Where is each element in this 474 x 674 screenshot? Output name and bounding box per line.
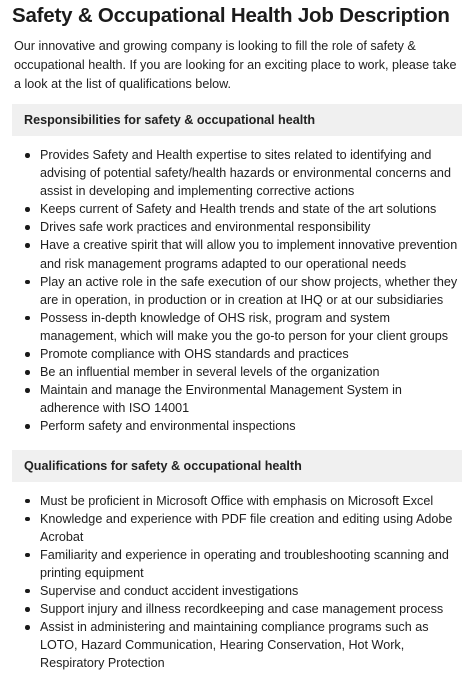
list-item: Perform safety and environmental inspections [40,417,462,435]
intro-paragraph: Our innovative and growing company is looking to fill the role of safety & occupational health. If you are looking for an exciting place to work, please take a look at the list of qualifications below. [14,39,457,91]
list-item: Have a creative spirit that will allow you to implement innovative prevention and risk management programs adapted to our operational needs [40,236,462,272]
list-item: Be an influential member in several levels of the organization [40,363,462,381]
list-item: Possess in-depth knowledge of OHS risk, program and system management, which will make you the go-to person for your client groups [40,309,462,345]
responsibilities-heading: Responsibilities for safety & occupational health [12,104,462,136]
page-title: Safety & Occupational Health Job Description [12,4,450,27]
qualifications-heading: Qualifications for safety & occupational health [12,450,462,482]
list-item: Drives safe work practices and environmental responsibility [40,218,462,236]
list-item: Support injury and illness recordkeeping and case management process [40,600,462,618]
list-item: Must be proficient in Microsoft Office with emphasis on Microsoft Excel [40,492,462,510]
list-item: Play an active role in the safe execution of our show projects, whether they are in operation, in production or in creation at IHQ or at our subsidiaries [40,273,462,309]
list-item: Maintain and manage the Environmental Management System in adherence with ISO 14001 [40,381,462,417]
list-item: Knowledge and experience with PDF file creation and editing using Adobe Acrobat [40,510,462,546]
qualifications-list [12,492,462,673]
list-item: Promote compliance with OHS standards and practices [40,345,462,363]
list-item: Assist in administering and maintaining compliance programs such as LOTO, Hazard Communication, Hearing Conservation, Hot Work, Respiratory Protection [40,618,462,672]
list-item: Provides Safety and Health expertise to sites related to identifying and advising of potential safety/health hazards or environmental concerns and assist in developing and implementing corrective actions [40,146,462,200]
list-item: Supervise and conduct accident investigations [40,582,462,600]
list-item: Keeps current of Safety and Health trends and state of the art solutions [40,200,462,218]
list-item: Familiarity and experience in operating and troubleshooting scanning and printing equipment [40,546,462,582]
responsibilities-list [12,146,462,436]
